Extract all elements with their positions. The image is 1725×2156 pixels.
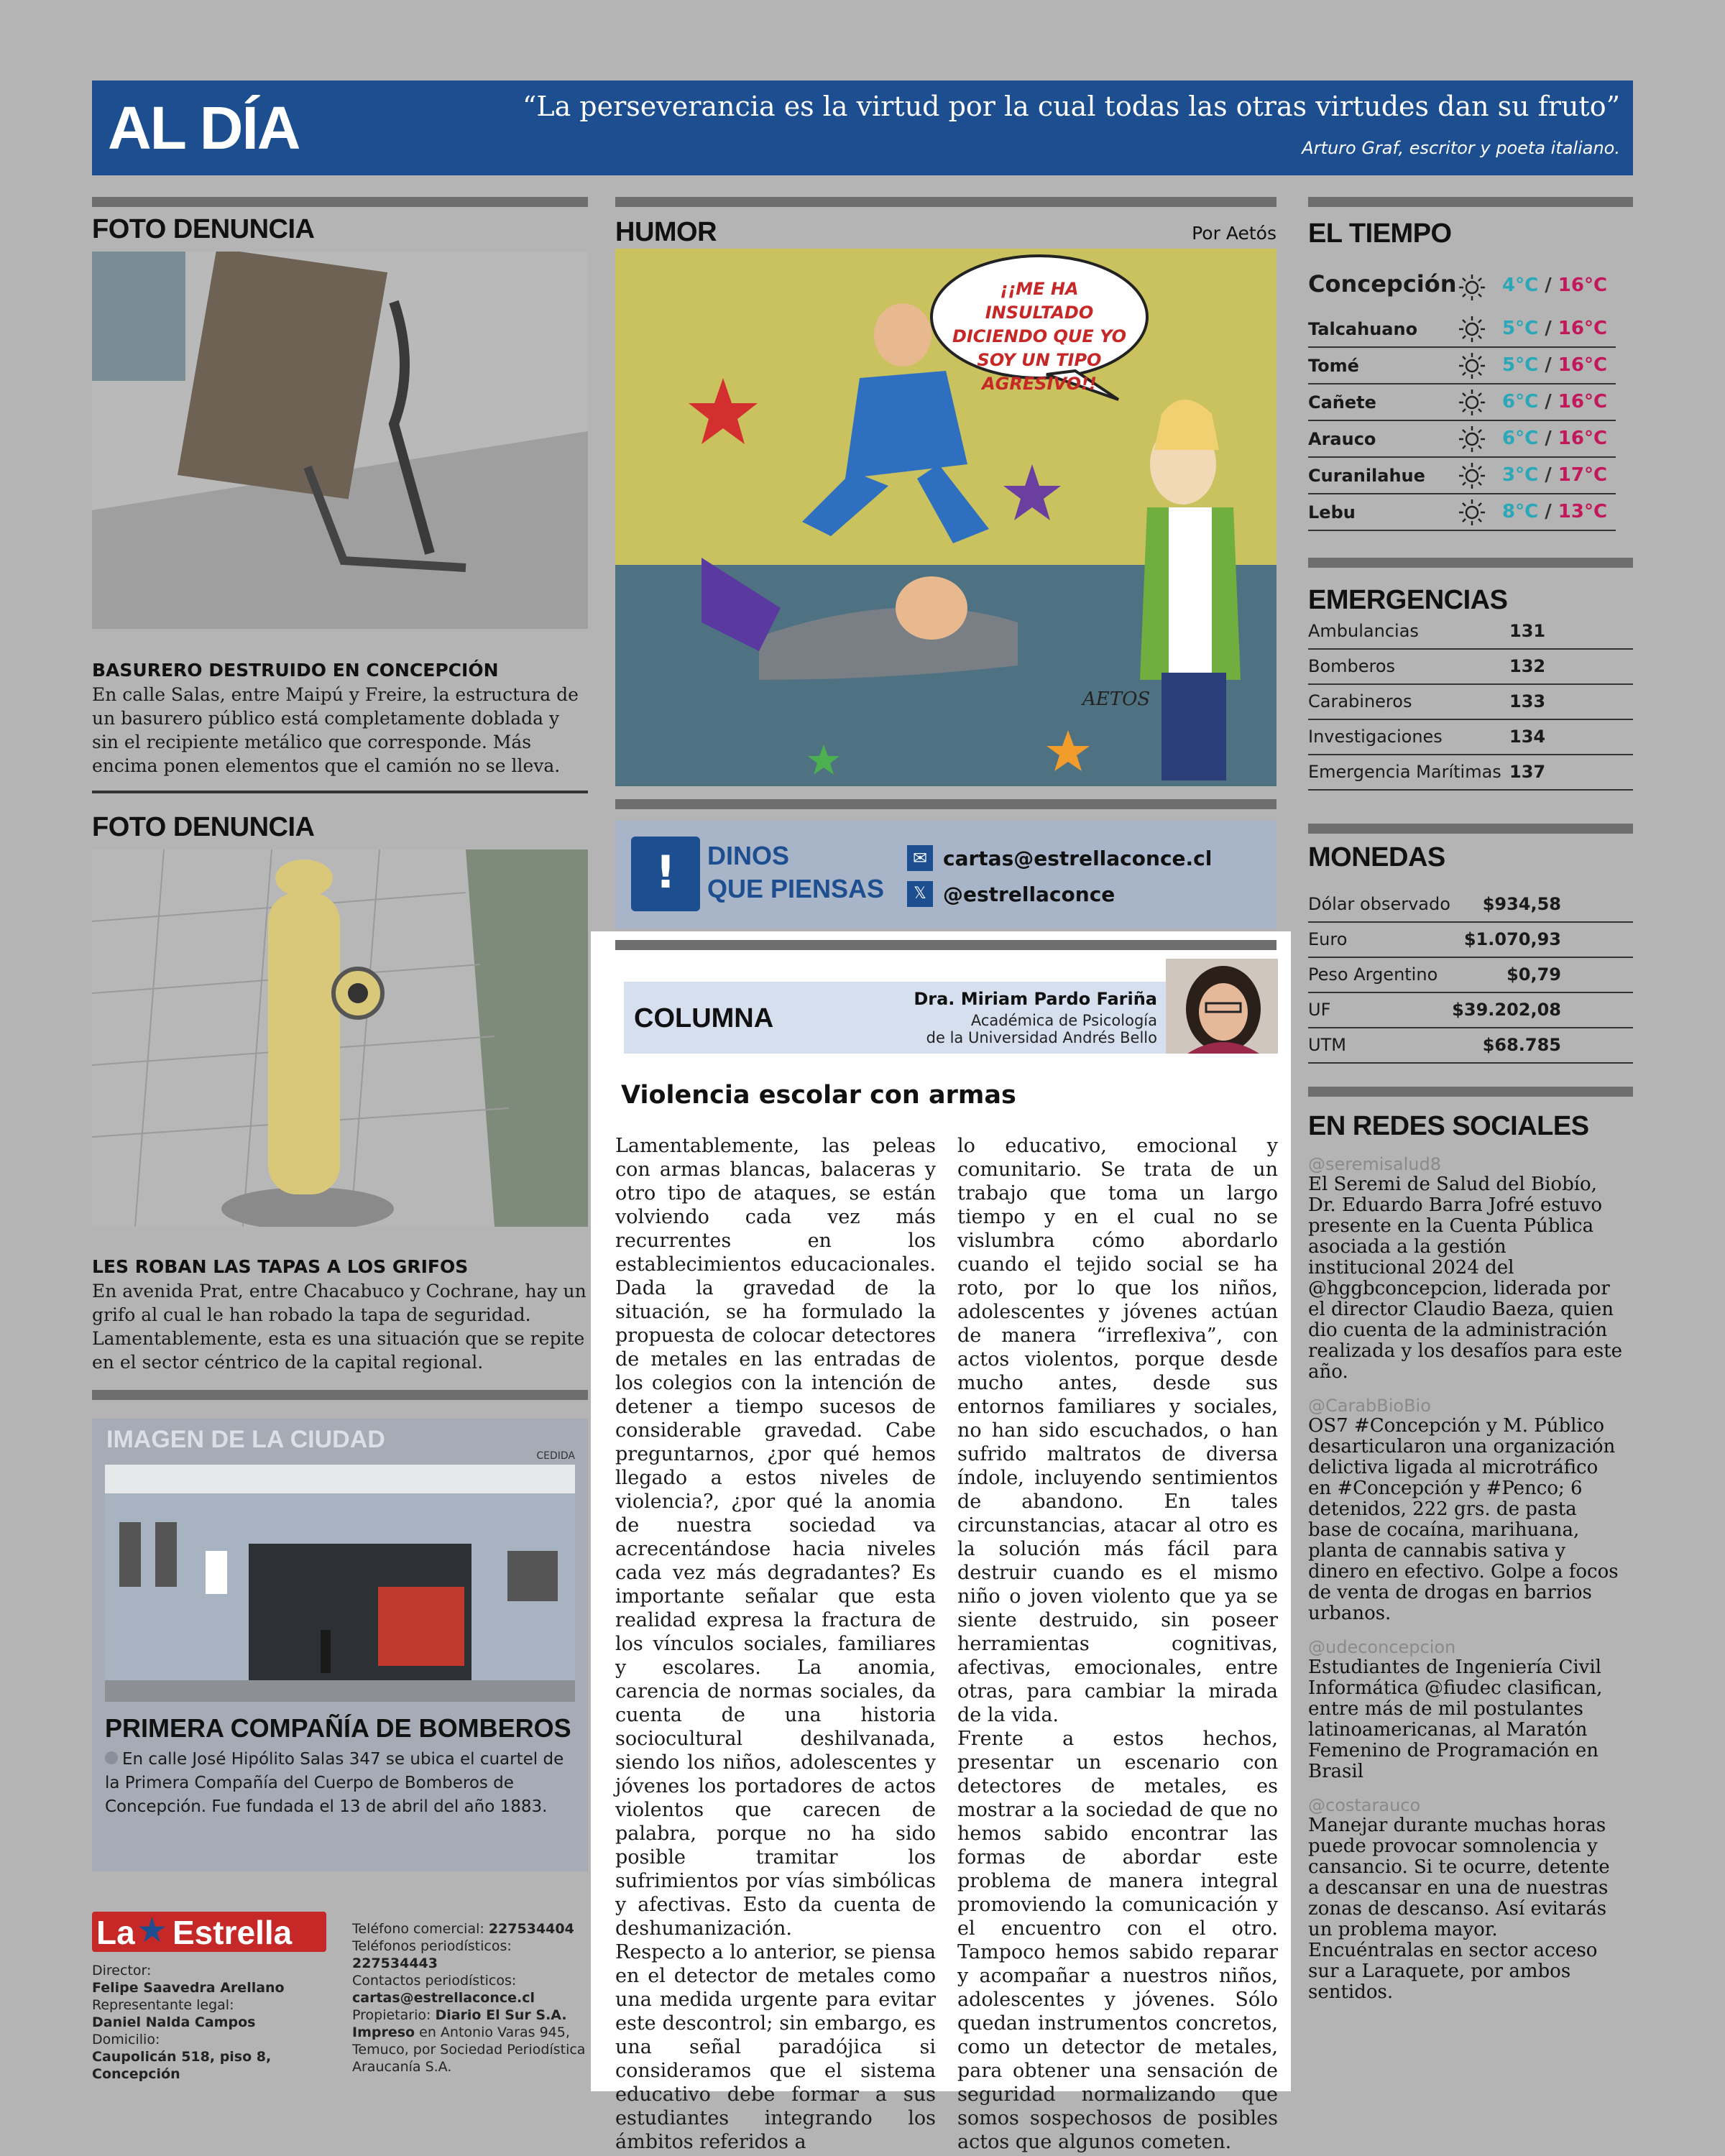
temp-max: 13°C	[1558, 501, 1608, 522]
columna-label: COLUMNA	[634, 1003, 774, 1033]
temp-separator: /	[1538, 501, 1558, 522]
sun-icon	[1458, 388, 1486, 417]
emergencias-value: 137	[1509, 762, 1546, 782]
masthead-left	[92, 1962, 329, 2083]
redes-heading: EN REDES SOCIALES	[1308, 1111, 1589, 1141]
print-text: en Antonio Varas 945, Temuco, por Sociedad Periodística Araucanía S.A.	[352, 2024, 586, 2075]
columna-banner	[624, 982, 1166, 1054]
tiempo-heading: EL TIEMPO	[1308, 218, 1452, 249]
weather-temps	[1502, 464, 1607, 486]
dom: Caupolicán 518, piso 8, Concepción	[92, 2049, 272, 2082]
weather-temps	[1502, 275, 1607, 296]
temp-max: 16°C	[1558, 275, 1608, 296]
foto1-text: En calle Salas, entre Maipú y Freire, la estructura de un basurero público está completamente doblada y sin el recipiente metálico que corresponde. Más encima ponen elementos que el camión no se lleva.	[92, 684, 579, 776]
social-post	[1308, 1637, 1624, 1782]
imagen-title: PRIMERA COMPAÑÍA DE BOMBEROS	[105, 1713, 571, 1743]
section-rule	[1308, 1087, 1633, 1097]
sun-icon	[1458, 273, 1486, 302]
temp-min: 5°C	[1502, 318, 1539, 339]
section-title: AL DÍA	[108, 94, 300, 162]
weather-city: Cañete	[1308, 392, 1376, 413]
social-handle[interactable]: @costarauco	[1308, 1795, 1421, 1815]
social-text: Estudiantes de Ingeniería Civil Informática @fiudec clasifican, entre más de mil postulantes latinoamericanas, al Maratón Femenino de Programación en Brasil	[1308, 1657, 1603, 1782]
photo-bomberos	[105, 1465, 575, 1702]
social-text: Manejar durante muchas horas puede provocar somnolencia y cansancio. Si te ocurre, detente a descansar en una de nuestras zonas de descanso. Así evitarás un problema mayor. Encuéntralas en sector acceso sur a Laraquete, por ambos sentidos.	[1308, 1815, 1610, 2003]
section-rule	[92, 197, 588, 207]
logo	[92, 1912, 326, 1952]
weather-row	[1308, 266, 1616, 308]
imagen-ciudad-box	[92, 1419, 588, 1871]
tel-com: 227534404	[488, 1921, 574, 1937]
monedas-value: $68.785	[1482, 1035, 1561, 1055]
temp-separator: /	[1538, 354, 1558, 376]
columna-col1	[615, 1134, 936, 2154]
mail-icon: ✉	[907, 845, 933, 871]
photo-grifo	[92, 849, 588, 1227]
emergencias-row	[1308, 755, 1633, 791]
foto1-title: BASURERO DESTRUIDO EN CONCEPCIÓN	[92, 660, 499, 681]
social-handle[interactable]: @seremisalud8	[1308, 1154, 1442, 1174]
author-portrait	[1166, 959, 1278, 1054]
weather-temps	[1502, 391, 1607, 413]
owner: Diario El Sur S.A.	[435, 2007, 567, 2023]
sun-icon	[1458, 425, 1486, 453]
temp-min: 3°C	[1502, 464, 1539, 486]
social-post	[1308, 1154, 1624, 1383]
monedas-name: UF	[1308, 1000, 1331, 1020]
temp-max: 17°C	[1558, 464, 1608, 486]
temp-separator: /	[1538, 318, 1558, 339]
foto-denuncia-heading-1: FOTO DENUNCIA	[92, 214, 315, 244]
emergencias-name: Emergencia Marítimas	[1308, 762, 1501, 782]
emergencias-value: 133	[1509, 691, 1546, 711]
monedas-name: Peso Argentino	[1308, 964, 1438, 985]
foto-denuncia-heading-2: FOTO DENUNCIA	[92, 812, 315, 842]
speech-bubble-text: ¡¡ME HA INSULTADO DICIENDO QUE YO SOY UN TIPO AGRESIVO!!	[952, 279, 1127, 394]
emergencias-name: Carabineros	[1308, 691, 1412, 711]
columna-col1-text: Lamentablemente, las peleas con armas blancas, balaceras y otro tipo de ataques, se están volviendo cada vez más recurrentes en los establecimientos educacionales. Dada la gravedad de la situación, se ha formulado la propuesta de colocar detectores de metales en las entradas de los colegios con la intención de detener a tiempo sucesos de considerable gravedad. Cabe preguntarnos, ¿por qué hemos llegado a estos niveles de violencia?, ¿por qué la anomia de nuestra sociedad va acrecentándose hacia niveles cada vez más degradantes? Es importante señalar que esta realidad expresa la fractura de los vínculos sociales, familiares y escolares. La anomia, carencia de normas sociales, da cuenta de una historia sociocultural deshilvanada, siendo los niños, adolescentes y jóvenes los portadores de actos violentos que carecen de palabra, porque no ha sido posible tramitar los sufrimientos por vías simbólicas y afectivas. Esto da cuenta de deshumanización.	[615, 1135, 936, 1940]
monedas-row	[1308, 957, 1633, 993]
weather-city: Arauco	[1308, 429, 1376, 449]
weather-city: Talcahuano	[1308, 319, 1418, 339]
contact-label: Contactos periodísticos:	[352, 1973, 517, 1989]
temp-separator: /	[1538, 391, 1558, 413]
weather-row	[1308, 385, 1616, 421]
temp-min: 6°C	[1502, 391, 1539, 413]
photo-credit: CEDIDA	[536, 1450, 575, 1462]
cartoon-image	[615, 249, 1276, 786]
temp-min: 4°C	[1502, 275, 1539, 296]
emergencias-name: Ambulancias	[1308, 621, 1419, 641]
monedas-value: $934,58	[1482, 894, 1561, 914]
weather-city: Concepción	[1308, 270, 1457, 298]
weather-table	[1308, 266, 1633, 532]
imagen-text: En calle José Hipólito Salas 347 se ubica el cuartel de la Primera Compañía del Cuerpo de Bomberos de Concepción. Fue fundada el 13 de abril del año 1883.	[105, 1750, 564, 1816]
rep: Daniel Nalda Campos	[92, 2014, 256, 2030]
owner-label: Propietario:	[352, 2007, 431, 2023]
weather-temps	[1502, 318, 1607, 339]
tel-per-label: Teléfonos periodísticos:	[352, 1938, 512, 1954]
weather-city: Curanilahue	[1308, 466, 1425, 486]
redes-list	[1308, 1141, 1624, 2003]
columna-col2b-text: Frente a estos hechos, presentar un escenario con detectores de metales, es mostrar a la sociedad de que no hemos sabido encontrar las formas de abordar este problema de manera integral promoviendo la comunicación y el encuentro con el otro. Tampoco hemos sabido reparar y acompañar a nuestros niños, adolescentes y jóvenes. Sólo quedan instrumentos concretos, como un detector de metales, para obtener una sensación de seguridad normalizando que somos sospechosos de posibles actos que algunos cometen.	[957, 1728, 1278, 2153]
cartoon	[615, 249, 1276, 786]
section-rule	[615, 940, 1276, 950]
temp-min: 8°C	[1502, 501, 1539, 522]
section-rule	[615, 197, 1276, 207]
columna-role-1: Académica de Psicología	[970, 1012, 1157, 1029]
weather-row	[1308, 495, 1616, 531]
logo-estrella: Estrella	[172, 1914, 293, 1951]
social-handle[interactable]: @CarabBioBio	[1308, 1396, 1431, 1416]
star-icon: ★	[137, 1910, 168, 1950]
dinos-box	[615, 821, 1276, 929]
temp-min: 5°C	[1502, 354, 1539, 376]
grifo-image	[92, 849, 588, 1227]
columna-headline: Violencia escolar con armas	[621, 1081, 1016, 1110]
emergencias-row	[1308, 649, 1633, 685]
photo-basurero	[92, 252, 588, 629]
humor-byline: Por Aetós	[1192, 223, 1276, 244]
columna-box	[591, 931, 1291, 2153]
columna-author: Dra. Miriam Pardo Fariña	[914, 989, 1157, 1009]
social-text: OS7 #Concepción y M. Público desarticularon una organización delictiva ligada al microtráfico en #Concepción y #Penco; 6 detenidos, 222 grs. de pasta base de cocaína, marihuana, planta de cannabis sativa y dinero en efectivo. Golpe a focos de venta de drogas en barrios urbanos.	[1308, 1415, 1619, 1624]
tel-com-label: Teléfono comercial:	[352, 1921, 484, 1937]
sun-icon	[1458, 498, 1486, 527]
temp-max: 16°C	[1558, 428, 1608, 449]
social-handle[interactable]: @udeconcepcion	[1308, 1637, 1456, 1657]
weather-row	[1308, 459, 1616, 494]
section-rule	[1308, 824, 1633, 834]
dom-label: Domicilio:	[92, 2032, 160, 2047]
monedas-value: $1.070,93	[1463, 929, 1561, 949]
header-bar	[92, 80, 1633, 175]
portrait-image	[1166, 959, 1278, 1054]
section-rule	[1308, 558, 1633, 568]
dinos-x-handle[interactable]: @estrellaconce	[943, 883, 1116, 906]
rep-label: Representante legal:	[92, 1997, 234, 2013]
sun-icon	[1458, 351, 1486, 380]
tel-per: 227534443	[352, 1955, 438, 1971]
imagen-ciudad-label: IMAGEN DE LA CIUDAD	[106, 1426, 385, 1453]
monedas-row	[1308, 992, 1633, 1028]
monedas-heading: MONEDAS	[1308, 842, 1445, 872]
emergencias-row	[1308, 719, 1633, 755]
emergencias-name: Investigaciones	[1308, 727, 1443, 747]
print-label: Impreso	[352, 2024, 415, 2040]
social-post	[1308, 1396, 1624, 1624]
monedas-name: Dólar observado	[1308, 894, 1450, 914]
director: Felipe Saavedra Arellano	[92, 1980, 285, 1996]
emergencias-heading: EMERGENCIAS	[1308, 585, 1508, 615]
temp-separator: /	[1538, 275, 1558, 296]
monedas-row	[1308, 922, 1633, 958]
section-rule	[1308, 197, 1633, 207]
sun-icon	[1458, 315, 1486, 344]
logo-la: La	[96, 1914, 135, 1951]
columna-col2	[957, 1134, 1278, 2154]
temp-min: 6°C	[1502, 428, 1539, 449]
emergencias-value: 132	[1509, 656, 1546, 676]
monedas-value: $39.202,08	[1452, 1000, 1561, 1020]
temp-max: 16°C	[1558, 391, 1608, 413]
columna-col1b-text: Respecto a lo anterior, se piensa en el detector de metales como una medida urgente para evitar este descontrol; sin embargo, es una señal paradójica si consideramos que el sistema educativo debe formar a sus estudiantes integrando los ámbitos referidos a	[615, 1941, 936, 2153]
emergencias-value: 131	[1509, 621, 1546, 641]
temp-max: 16°C	[1558, 354, 1608, 376]
monedas-row	[1308, 887, 1633, 923]
bomberos-image	[105, 1465, 575, 1702]
social-text: El Seremi de Salud del Biobío, Dr. Eduardo Barra Jofré estuvo presente en la Cuenta Pública asociada a la gestión institucional 2024 del @hggbconcepcion, liderada por el director Claudio Baeza, quien dio cuenta de la administración realizada y los desafíos para este año.	[1308, 1174, 1623, 1383]
sun-icon	[1458, 461, 1486, 490]
weather-row	[1308, 312, 1616, 348]
emergencias-name: Bomberos	[1308, 656, 1396, 676]
weather-temps	[1502, 501, 1607, 522]
dinos-email[interactable]: cartas@estrellaconce.cl	[943, 847, 1213, 870]
monedas-name: UTM	[1308, 1035, 1346, 1055]
section-rule	[92, 791, 588, 793]
section-rule	[92, 1390, 588, 1400]
bullet-dot	[105, 1751, 118, 1764]
humor-heading: HUMOR	[615, 217, 717, 247]
columna-col2-text: lo educativo, emocional y comunitario. Se trata de un trabajo que toma un largo tiempo y en el cual no se vislumbra cómo abordarlo cuando el tejido social se ha roto, por lo que los niños, adolescentes y jóvenes actúan de manera “irreflexiva”, con actos violentos, porque desde mucho antes, desde sus entornos familiares y sociales, no han sido escuchados, o han sufrido maltratos de diversa índole, incluyendo sentimientos de abandono. En tales circunstancias, atacar al otro es la solución más fácil para destruir cuando es el mismo niño o joven violento que ya se siente destruido, sin poseer herramientas cognitivas, afectivas, emocionales, entre otras, para cambiar la mirada de la vida.	[957, 1135, 1278, 1726]
temp-separator: /	[1538, 428, 1558, 449]
emergencias-value: 134	[1509, 727, 1546, 747]
dinos-line2: QUE PIENSAS	[707, 874, 885, 903]
temp-max: 16°C	[1558, 318, 1608, 339]
columna-role-2: de la Universidad Andrés Bello	[926, 1029, 1157, 1046]
temp-separator: /	[1538, 464, 1558, 486]
emergencias-row	[1308, 684, 1633, 720]
monedas-value: $0,79	[1506, 964, 1561, 985]
weather-city: Lebu	[1308, 502, 1356, 522]
exclamation-icon: !	[631, 837, 700, 911]
masthead-right	[352, 1920, 589, 2076]
foto2-title: LES ROBAN LAS TAPAS A LOS GRIFOS	[92, 1256, 469, 1277]
director-label: Director:	[92, 1963, 152, 1978]
x-icon: 𝕏	[907, 881, 933, 907]
weather-temps	[1502, 354, 1607, 376]
contact-email[interactable]: cartas@estrellaconce.cl	[352, 1990, 535, 2006]
weather-city: Tomé	[1308, 356, 1359, 376]
cartoonist-signature: AETOS	[1082, 688, 1151, 710]
dinos-line1: DINOS	[707, 841, 790, 870]
weather-row	[1308, 422, 1616, 458]
imagen-text-wrap	[105, 1748, 572, 1819]
social-post	[1308, 1795, 1624, 2003]
weather-row	[1308, 349, 1616, 384]
emergencias-row	[1308, 614, 1633, 650]
header-quote: “La perseverancia es la virtud por la cual todas las otras virtudes dan su fruto”	[522, 91, 1620, 122]
basurero-image	[92, 252, 588, 629]
weather-temps	[1502, 428, 1607, 449]
foto2-text: En avenida Prat, entre Chacabuco y Cochrane, hay un grifo al cual le han robado la tapa de seguridad. Lamentablemente, esta es una situación que se repite en el sector céntrico de la capital regional.	[92, 1281, 586, 1373]
monedas-row	[1308, 1028, 1633, 1064]
monedas-name: Euro	[1308, 929, 1348, 949]
quote-author: Arturo Graf, escritor y poeta italiano.	[1302, 138, 1620, 158]
section-rule	[615, 799, 1276, 809]
